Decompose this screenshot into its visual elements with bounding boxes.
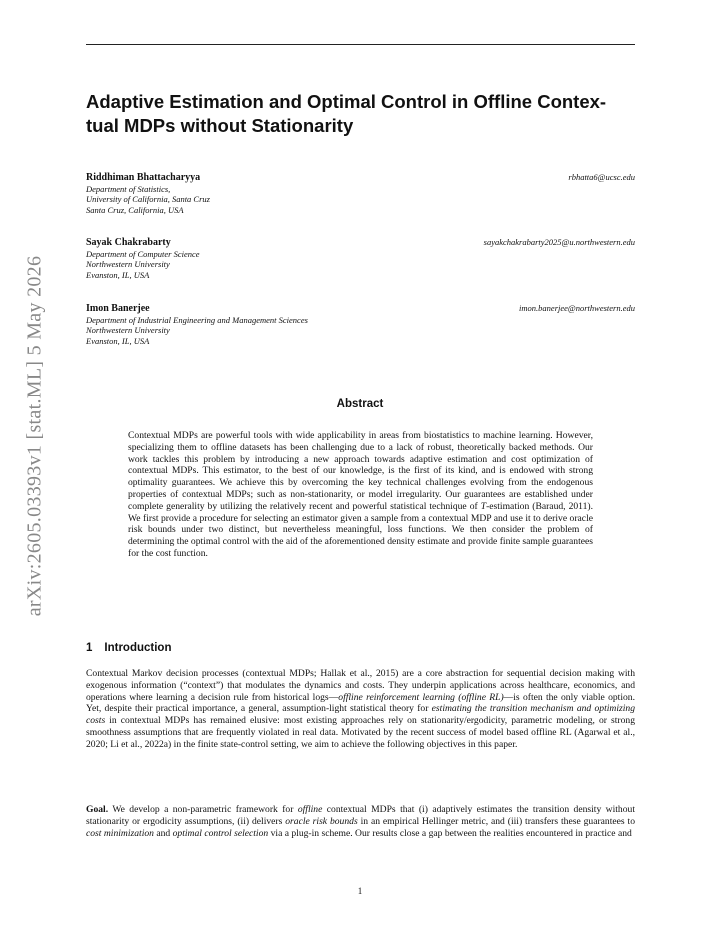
author-affiliation <box>86 249 635 281</box>
author-email: sayakchakrabarty2025@u.northwestern.edu <box>483 237 635 247</box>
arxiv-identifier-stamp: arXiv:2605.03393v1 [stat.ML] 5 May 2026 <box>23 255 46 617</box>
text-segment: in an empirical Hellinger metric, and (iii) transfers these guarantees to <box>357 815 635 827</box>
emphasis-text: oracle risk bounds <box>285 815 358 827</box>
intro-paragraph-goal <box>86 804 635 839</box>
author-name: Riddhiman Bhattacharyya <box>86 172 201 183</box>
author-email: imon.banerjee@northwestern.edu <box>519 303 635 313</box>
goal-label: Goal. <box>86 804 109 815</box>
emphasis-text: cost minimization <box>86 827 154 839</box>
text-segment: in contextual MDPs has remained elusive: most existing approaches rely on stationarity/ergodicity, parametric modeling, or strong smoothness assumptions that are frequently violated in real data. Motivated by the recent success of model based offline RL (Agarwal et al., 2020; Li et al., 2022a) in the finite state-control setting, we aim to achieve the following objectives in this paper. <box>86 715 635 750</box>
author-affiliation <box>86 315 635 347</box>
abstract-segment: Contextual MDPs are powerful tools with wide applicability in areas from biostatistics to machine learning. However, specializing them to offline datasets has been challenging due to a lack of robust, theoretically backed methods. Our work tackles this problem by introducing a new approach towards adaptive estimation and cost optimization of contextual MDPs. This estimator, to the best of our knowledge, is the first of its kind, and is endowed with strong optimality guarantees. We achieve this by overcoming the key technical challenges evolving from the endogenous properties of contextual MDPs; such as non-stationarity, or model irregularity. Our guarantees are established under complete generality by utilizing the relatively recent and powerful statistical technique of <box>128 430 593 512</box>
abstract-segment: -estimation (Baraud, 2011). We first provide a procedure for selecting an estimator given a sample from a contextual MDP and use it to derive oracle risk bounds under two distinct, but nevertheless meaningful, loss functions. We then consider the problem of determining the optimal control with the aid of the aforementioned density estimate and provide finite sample guarantees for the cost function. <box>128 500 594 559</box>
section-number: 1 <box>86 642 93 654</box>
abstract-text <box>128 430 593 560</box>
section-heading-introduction <box>86 642 171 654</box>
author-block-1 <box>86 172 635 215</box>
text-segment: and <box>153 827 173 839</box>
text-segment: We develop a non-parametric framework for <box>108 804 298 815</box>
text-segment: Contextual Markov decision processes (contextual MDPs; Hallak et al., 2015) are a core abstraction for sequential decision making with exogenous information (“context”) that modulates the dynamics and costs. They underpin applications across healthcare, economics, and operations where learning a decision rule from historical logs— <box>86 668 635 703</box>
abstract-t-symbol: T <box>480 500 487 512</box>
emphasis-text: optimal control selection <box>172 827 269 839</box>
text-segment: via a plug-in scheme. Our results close a gap between the realities encountered in practice and <box>268 827 632 839</box>
emphasis-text: estimating the transition mechanism and optimizing costs <box>86 703 635 727</box>
top-rule <box>86 44 635 45</box>
author-block-3 <box>86 303 635 346</box>
affiliation-line: Northwestern University <box>86 325 170 335</box>
title-line-2: tual MDPs without Stationarity <box>86 115 354 136</box>
intro-paragraph-1 <box>86 668 635 751</box>
section-title-text: Introduction <box>104 642 172 654</box>
title-line-1: Adaptive Estimation and Optimal Control in Offline Contex- <box>86 91 607 112</box>
affiliation-line: Department of Industrial Engineering and Management Sciences <box>86 314 308 325</box>
affiliation-line: Department of Computer Science <box>86 248 200 259</box>
text-segment: contextual MDPs that (i) adaptively estimates the transition density without stationarity or ergodicity assumptions, (ii) delivers <box>86 804 635 827</box>
author-email: rbhatta6@ucsc.edu <box>568 172 635 182</box>
affiliation-line: Evanston, IL, USA <box>86 269 150 280</box>
paper-title <box>86 90 646 138</box>
author-affiliation <box>86 184 635 216</box>
author-name: Imon Banerjee <box>86 303 150 314</box>
affiliation-line: Northwestern University <box>86 259 170 269</box>
abstract-heading: Abstract <box>336 398 384 410</box>
affiliation-line: Department of Statistics, <box>86 183 171 194</box>
author-block-2 <box>86 237 635 280</box>
affiliation-line: University of California, Santa Cruz <box>86 194 210 204</box>
affiliation-line: Evanston, IL, USA <box>86 335 150 346</box>
page-number: 1 <box>357 886 363 896</box>
emphasis-text: offline <box>297 804 323 815</box>
author-name: Sayak Chakrabarty <box>86 237 171 248</box>
text-segment: —is often the only viable option. Yet, despite their practical importance, a general, assumption-light statistical theory for <box>86 691 635 715</box>
affiliation-line: Santa Cruz, California, USA <box>86 204 184 215</box>
emphasis-text: offline reinforcement learning (offline RL) <box>338 691 504 703</box>
